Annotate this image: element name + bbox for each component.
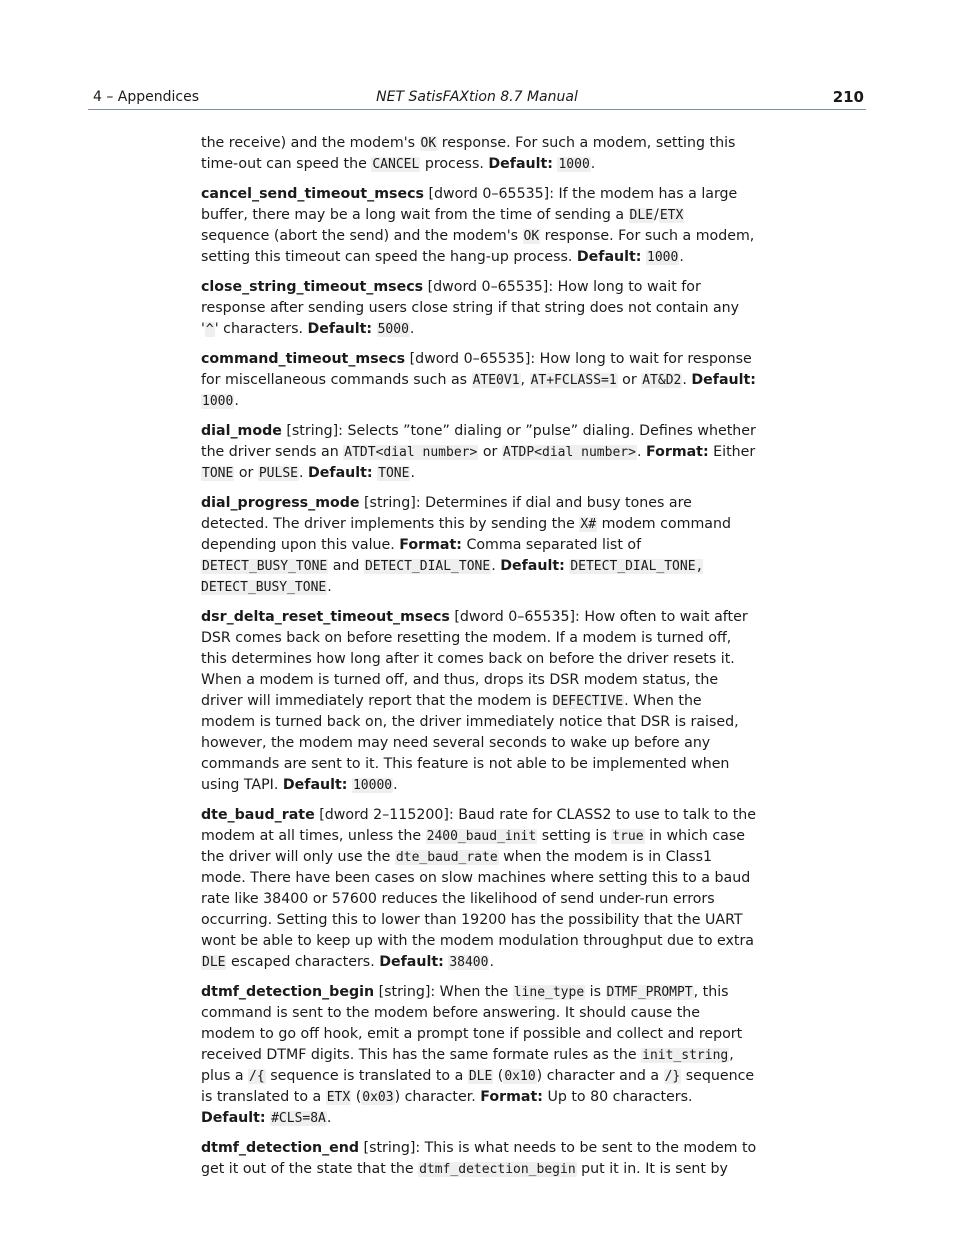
body-text: ) character and a [536, 1068, 664, 1084]
code-literal: 0x03 [362, 1090, 394, 1105]
definition-paragraph [201, 982, 757, 1129]
code-literal: init_string [642, 1048, 729, 1063]
body-text: . When the modem is turned back on, the driver immediately notice that DSR is raised, however, the modem may need several seconds to wake up before any commands are sent to it. This feature is not able to be implemented when using TAPI. [201, 693, 739, 793]
code-literal: DLE [468, 1069, 493, 1084]
body-text: . [679, 249, 684, 265]
body-text: sequence is translated to a [201, 1068, 755, 1105]
body-text: response. For such a modem, setting this time-out can speed the [201, 135, 736, 172]
code-literal: DLE [202, 955, 226, 970]
code-literal: 2400_baud_init [426, 829, 537, 844]
code-literal: #CLS=8A [271, 1111, 326, 1126]
body-text: , this command is sent to the modem before answering. It should cause the modem to go off hook, emit a prompt tone if possible and collect and report received DTMF digits. This has the same formate rules as the [201, 984, 743, 1063]
field-label: Default: [282, 777, 348, 793]
setting-name: close_string_timeout_msecs [201, 279, 424, 295]
definition-paragraph [201, 421, 757, 484]
body-text: is [585, 984, 606, 1000]
page-number: 210 [832, 88, 864, 106]
page-header [88, 89, 866, 110]
body-text: modem command depending upon this value. [201, 516, 731, 553]
body-text: . [590, 156, 596, 172]
setting-name: command_timeout_msecs [201, 351, 406, 367]
code-literal: X# [580, 517, 597, 532]
field-label: Default: [691, 372, 756, 388]
code-literal: 38400 [449, 955, 489, 970]
code-literal: ETX [326, 1090, 351, 1105]
body-text: setting is [537, 828, 612, 844]
body-text: ( [493, 1068, 504, 1084]
document-title: NET SatisFAXtion 8.7 Manual [376, 89, 578, 105]
body-text: response. For such a modem, setting this timeout can speed the hang-up process. [201, 228, 755, 265]
code-literal: /{ [249, 1069, 265, 1084]
body-text: put it in. It is sent by [576, 1161, 728, 1177]
body-text: [dword 0–65535]: How long to wait for response for miscellaneous commands such as [201, 351, 752, 388]
setting-name: dtmf_detection_end [201, 1140, 360, 1156]
code-literal: 0x10 [504, 1069, 536, 1084]
body-text: ( [351, 1089, 362, 1105]
body-text: . [327, 579, 332, 595]
field-label: Default: [488, 156, 553, 172]
body-text: and [328, 558, 364, 574]
code-literal: ATE0V1 [472, 373, 520, 388]
body-text: . [393, 777, 398, 793]
page-body [201, 133, 757, 1189]
body-text: . [489, 954, 494, 970]
code-literal: 1000 [647, 250, 679, 265]
body-text [372, 321, 377, 337]
body-text: . [636, 444, 646, 460]
code-literal: DLE [629, 208, 654, 223]
body-text: or [234, 465, 258, 481]
code-literal: DETECT_BUSY_TONE [202, 559, 328, 574]
body-text: , plus a [201, 1047, 734, 1084]
definition-paragraph [201, 133, 757, 175]
field-label: Default: [379, 954, 444, 970]
code-literal: 5000 [377, 322, 409, 337]
field-label: Default: [308, 465, 373, 481]
field-label: Format: [480, 1089, 543, 1105]
code-literal: dtmf_detection_begin [419, 1162, 576, 1177]
code-literal: OK [523, 229, 540, 244]
setting-name: cancel_send_timeout_msecs [201, 186, 424, 202]
body-text: Either [708, 444, 756, 460]
definition-paragraph [201, 277, 757, 340]
code-literal: AT+FCLASS=1 [530, 373, 617, 388]
code-literal: DETECT_DIAL_TONE [364, 559, 491, 574]
body-text: process. [420, 156, 489, 172]
definition-paragraph [201, 493, 757, 598]
body-text: [dword 0–65535]: How long to wait for response after sending users close string if that string does not contain any ' [201, 279, 740, 337]
body-text: . [682, 372, 692, 388]
definition-paragraph [201, 607, 757, 796]
setting-name: dsr_delta_reset_timeout_msecs [201, 609, 450, 625]
code-literal: DEFECTIVE [552, 694, 624, 709]
field-label: Default: [307, 321, 373, 337]
body-text: [dword 0–65535]: How often to wait after DSR comes back on before resetting the modem. If a modem is turned off, this determines how long after it comes back on before the driver resets it. When a modem is turned off, and thus, drops its DSR modem status, the driver will immediately report that the modem is [201, 609, 748, 709]
body-text: or [478, 444, 502, 460]
body-text: when the modem is in Class1 mode. There have been cases on slow machines where setting this to a baud rate like 38400 or 57600 reduces the likelihood of send under-run errors occurring. Setting this to lower than 19200 has the possibility that the UART wont be able to keep up with the modem modulation throughput due to extra [201, 849, 754, 949]
body-text: [string]: Determines if dial and busy tones are detected. The driver implements this by sending the [201, 495, 692, 532]
code-literal: ETX [659, 208, 684, 223]
body-text: . [410, 465, 415, 481]
section-label: 4 – Appendices [93, 89, 200, 105]
code-literal: DTMF_PROMPT [606, 985, 693, 1000]
body-text: sequence (abort the send) and the modem's [201, 228, 523, 244]
body-text: [string]: When the [374, 984, 513, 1000]
code-literal: line_type [513, 985, 585, 1000]
body-text: . [491, 558, 501, 574]
body-text: . [409, 321, 415, 337]
setting-name: dtmf_detection_begin [201, 984, 375, 1000]
code-literal: OK [420, 136, 437, 151]
field-label: Format: [645, 444, 709, 460]
definition-paragraph [201, 184, 757, 268]
code-literal: 1000 [202, 394, 234, 409]
body-text: [dword 0–65535]: If the modem has a large buffer, there may be a long wait from the time of sending a [201, 186, 738, 223]
field-label: Format: [399, 537, 462, 553]
body-text: Up to 80 characters. [542, 1089, 693, 1105]
definition-paragraph [201, 349, 757, 412]
code-literal: AT&D2 [642, 373, 682, 388]
body-text: [string]: Selects ”tone” dialing or ”pulse” dialing. Defines whether the driver sends an [201, 423, 756, 460]
code-literal: ^ [205, 322, 214, 337]
code-literal: 1000 [558, 157, 590, 172]
body-text: Comma separated list of [461, 537, 642, 553]
setting-name: dte_baud_rate [201, 807, 315, 823]
code-literal: 10000 [352, 778, 393, 793]
code-literal: true [612, 829, 644, 844]
body-text: . [234, 393, 239, 409]
code-literal: ATDP<dial number> [502, 445, 636, 460]
code-literal: dte_baud_rate [395, 850, 498, 865]
body-text: or [617, 372, 642, 388]
field-label: Default: [201, 1110, 266, 1126]
body-text: . [299, 465, 309, 481]
body-text: the receive) and the modem's [201, 135, 420, 151]
definition-paragraph [201, 1138, 757, 1180]
field-label: Default: [500, 558, 565, 574]
body-text: [dword 2–115200]: Baud rate for CLASS2 to use to talk to the modem at all times, unless the [201, 807, 757, 844]
body-text: ' characters. [214, 321, 308, 337]
code-literal: PULSE [258, 466, 298, 481]
body-text: sequence is translated to a [265, 1068, 468, 1084]
body-text: . [326, 1110, 332, 1126]
field-label: Default: [576, 249, 642, 265]
code-literal: TONE [202, 466, 234, 481]
body-text: [string]: This is what needs to be sent to the modem to get it out of the state that the [201, 1140, 757, 1177]
body-text: , [520, 372, 530, 388]
setting-name: dial_progress_mode [201, 495, 360, 511]
definition-paragraph [201, 805, 757, 973]
body-text: ) character. [394, 1089, 481, 1105]
code-literal: ATDT<dial number> [344, 445, 478, 460]
code-literal: /} [664, 1069, 681, 1084]
code-literal: DETECT_DIAL_TONE, DETECT_BUSY_TONE [201, 559, 704, 595]
setting-name: dial_mode [201, 423, 282, 439]
body-text: in which case the driver will only use the [201, 828, 745, 865]
body-text: / [654, 207, 659, 223]
body-text: escaped characters. [226, 954, 380, 970]
code-literal: CANCEL [372, 157, 420, 172]
code-literal: TONE [378, 466, 410, 481]
